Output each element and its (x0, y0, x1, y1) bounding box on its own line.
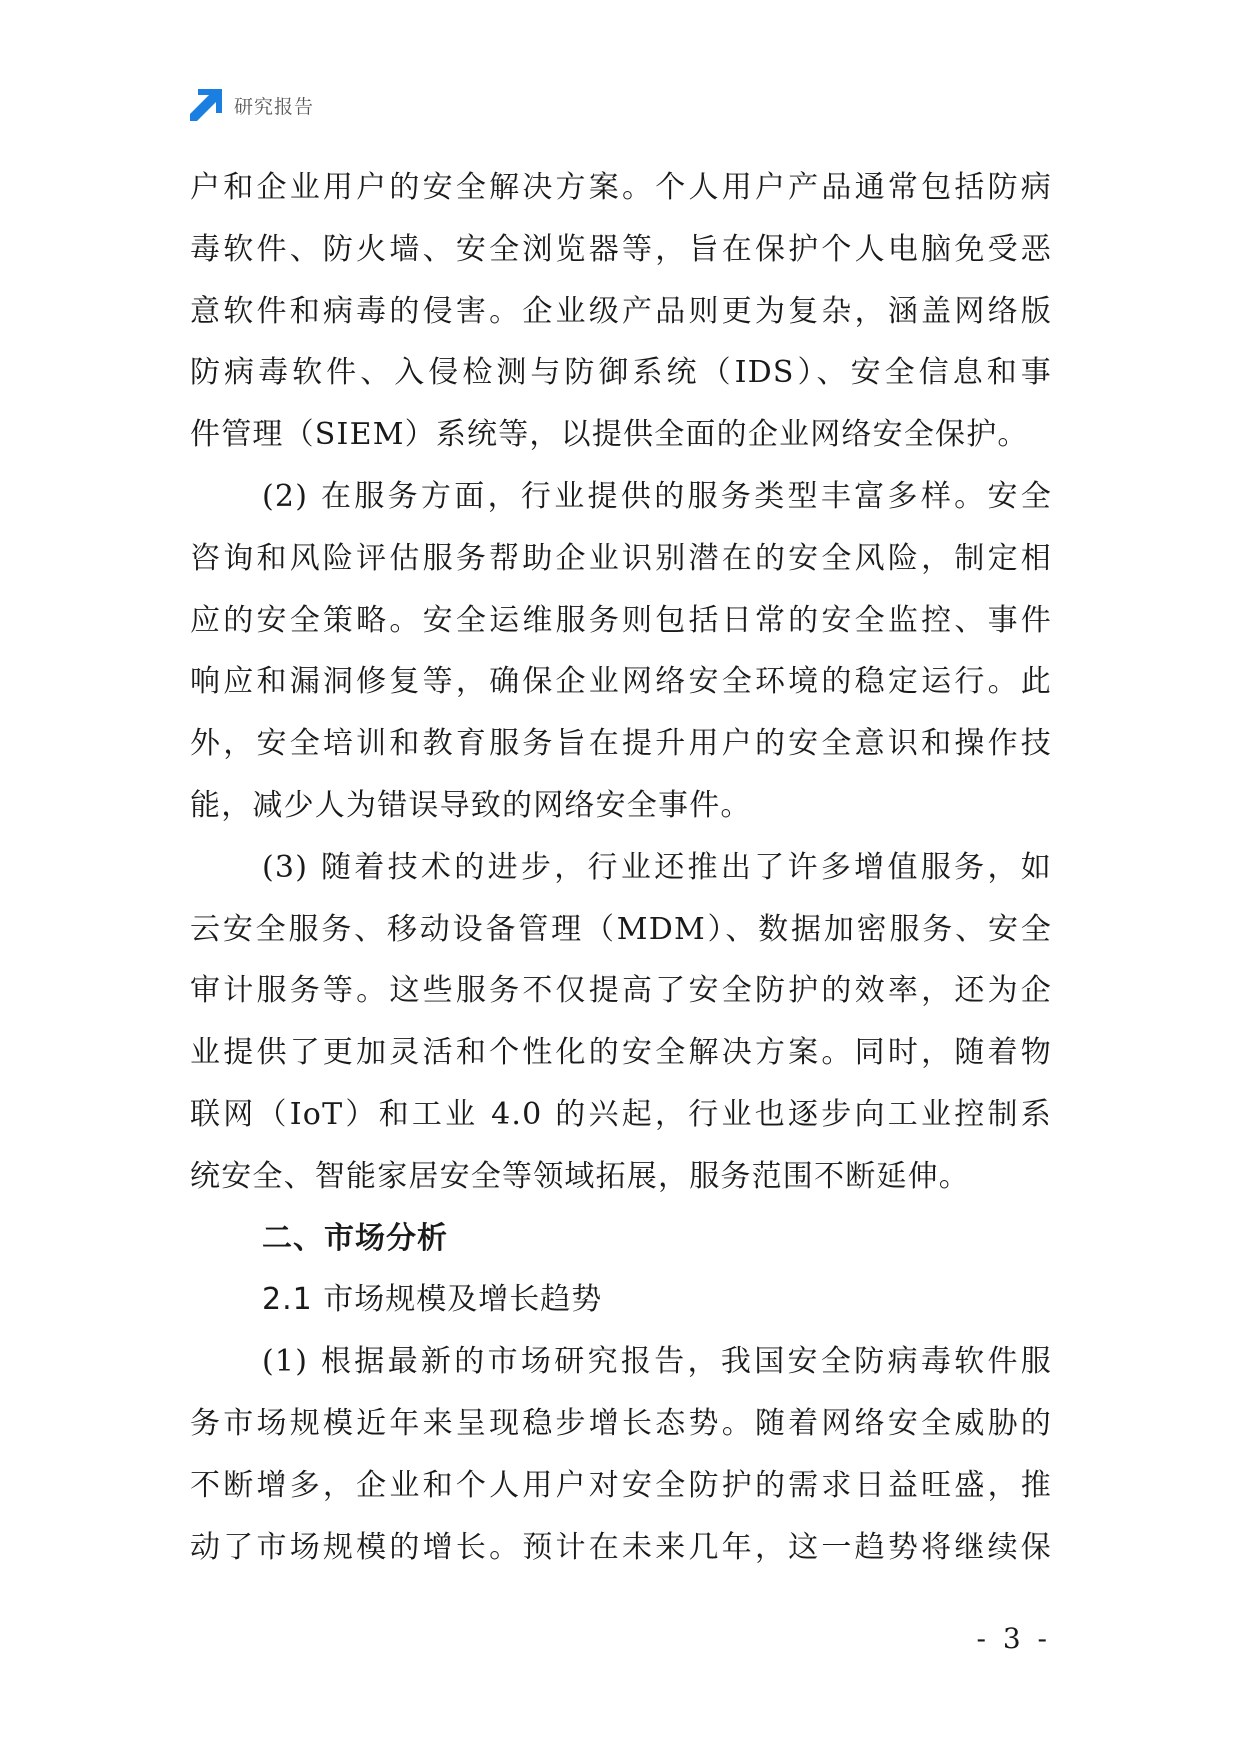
page-header (190, 88, 314, 122)
paragraph-line: 防病毒软件、入侵检测与防御系统（IDS）、安全信息和事 (190, 355, 1052, 391)
paragraph-line: 咨询和风险评估服务帮助企业识别潜在的安全风险，制定相 (190, 540, 1052, 576)
paragraph-line: (3) 随着技术的进步，行业还推出了许多增值服务，如 (262, 849, 1052, 885)
paragraph-line: 毒软件、防火墙、安全浏览器等，旨在保护个人电脑免受恶 (190, 231, 1052, 267)
paragraph-line: 务市场规模近年来呈现稳步增长态势。随着网络安全威胁的 (190, 1405, 1052, 1441)
paragraph-line: 能，减少人为错误导致的网络安全事件。 (190, 787, 752, 823)
paragraph-line: 户和企业用户的安全解决方案。个人用户产品通常包括防病 (190, 170, 1052, 205)
paragraph-line: 件管理（SIEM）系统等，以提供全面的企业网络安全保护。 (190, 417, 1029, 453)
section-heading: 二、市场分析 (262, 1220, 448, 1256)
paragraph-line: 应的安全策略。安全运维服务则包括日常的安全监控、事件 (190, 602, 1052, 638)
paragraph-line: 业提供了更加灵活和个性化的安全解决方案。同时，随着物 (190, 1035, 1052, 1071)
paragraph-line: (1) 根据最新的市场研究报告，我国安全防病毒软件服 (262, 1344, 1052, 1380)
logo-arrow-icon (190, 89, 222, 121)
paragraph-line: 动了市场规模的增长。预计在未来几年，这一趋势将继续保 (190, 1529, 1052, 1565)
paragraph-line: 响应和漏洞修复等，确保企业网络安全环境的稳定运行。此 (190, 664, 1052, 700)
page-number: - 3 - (976, 1622, 1051, 1655)
paragraph-line: 不断增多，企业和个人用户对安全防护的需求日益旺盛，推 (190, 1467, 1052, 1503)
paragraph-line: 审计服务等。这些服务不仅提高了安全防护的效率，还为企 (190, 973, 1052, 1009)
paragraph-line: 外，安全培训和教育服务旨在提升用户的安全意识和操作技 (190, 726, 1052, 762)
document-body (190, 157, 1052, 1578)
paragraph-line: 意软件和病毒的侵害。企业级产品则更为复杂，涵盖网络版 (190, 293, 1052, 329)
paragraph-line: 云安全服务、移动设备管理（MDM）、数据加密服务、安全 (190, 911, 1052, 947)
subsection-heading: 2.1 市场规模及增长趋势 (262, 1282, 603, 1318)
paragraph-line: (2) 在服务方面，行业提供的服务类型丰富多样。安全 (262, 478, 1052, 514)
paragraph-line: 联网（IoT）和工业 4.0 的兴起，行业也逐步向工业控制系 (190, 1096, 1052, 1132)
paragraph-line: 统安全、智能家居安全等领域拓展，服务范围不断延伸。 (190, 1158, 970, 1194)
header-title: 研究报告 (234, 95, 315, 118)
